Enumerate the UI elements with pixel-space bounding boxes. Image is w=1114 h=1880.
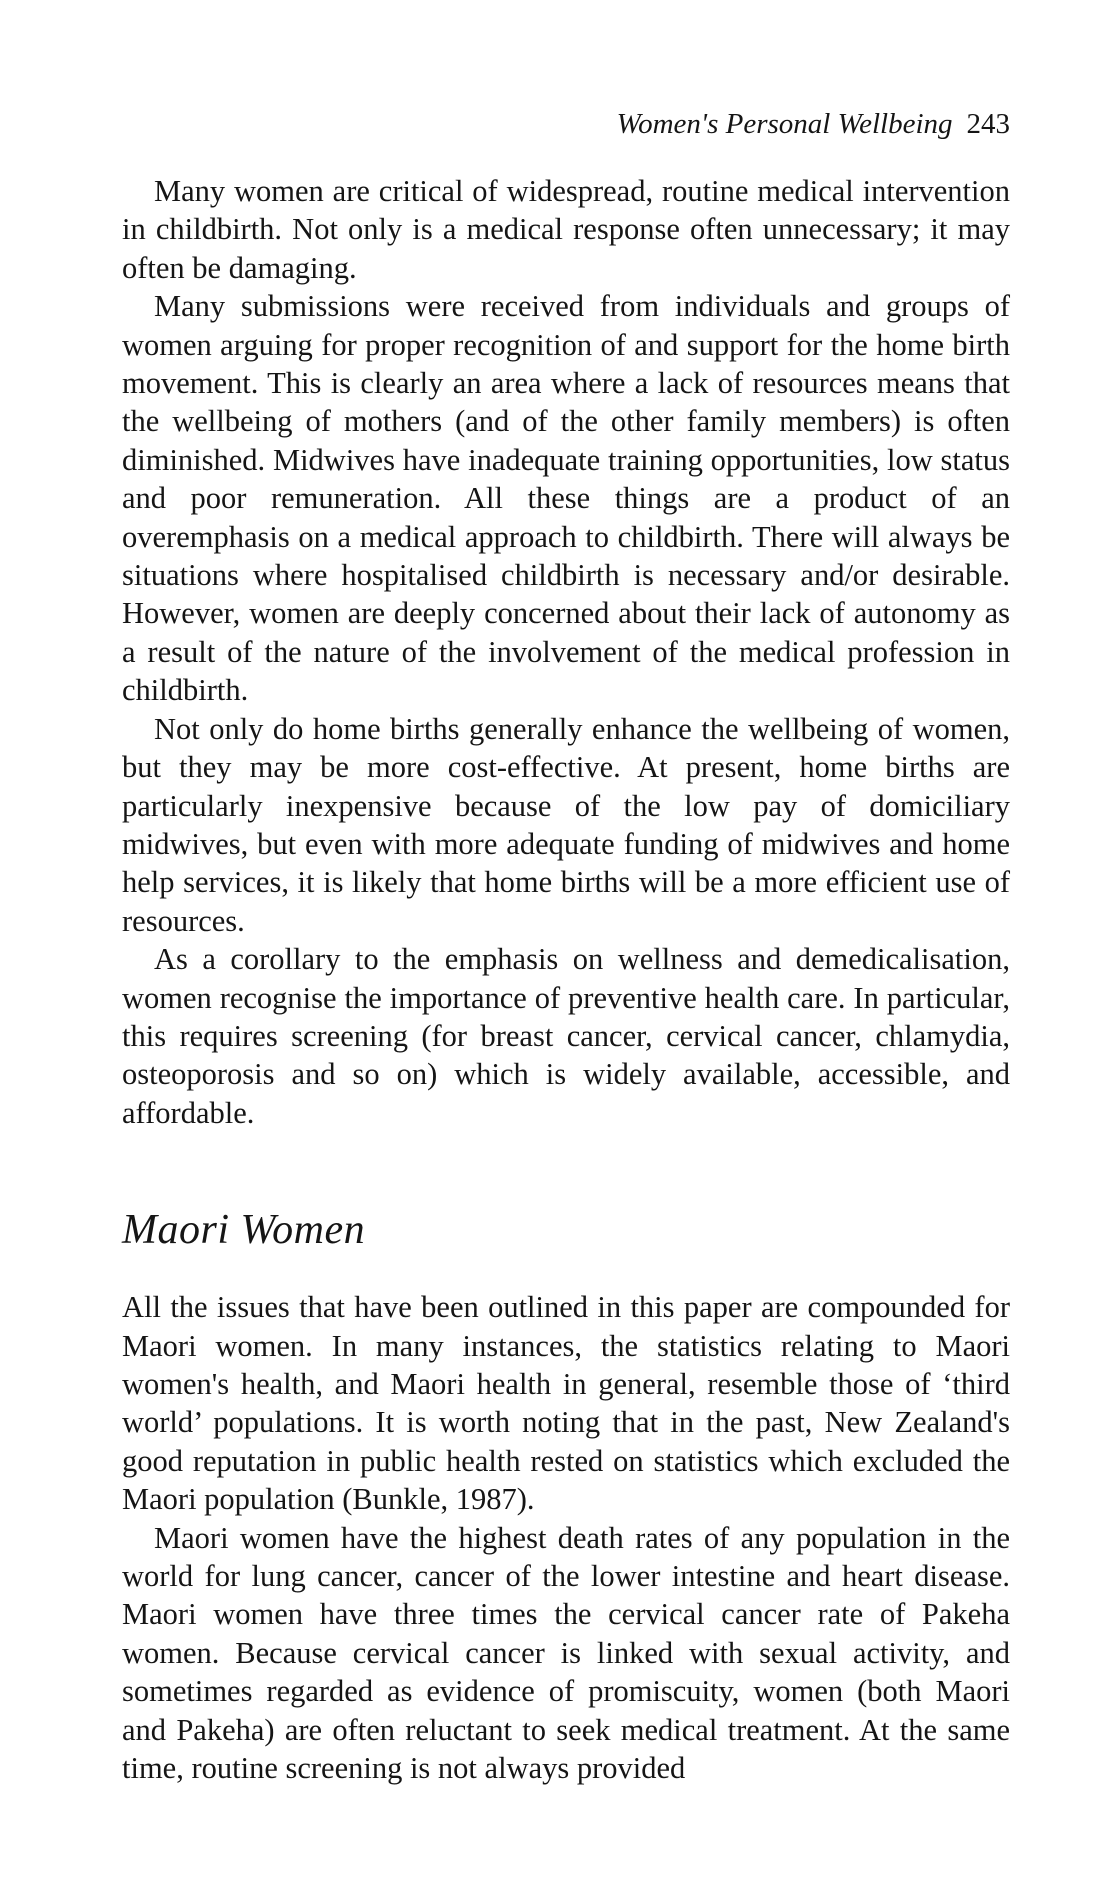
body-text [122,172,1010,1787]
paragraph-preventive-health: As a corollary to the emphasis on wellness and demedicalisation, women recognise the importance of preventive health care. In particular, this requires screening (for breast cancer, cervical cancer, chlamydia, osteoporosis and so on) which is widely available, accessible, and affordable. [122,942,1010,1130]
running-head-title: Women's Personal Wellbeing [616,108,953,140]
paragraph-maori-issues: All the issues that have been outlined in this paper are compounded for Maori women. In many instances, the statistics relating to Maori women's health, and Maori health in general, resemble those of ‘third world’ populations. It is worth noting that in the past, New Zealand's good reputation in public health rested on statistics which excluded the Maori population (Bunkle, 1987). [122,1290,1010,1517]
paragraph-home-birth-submissions: Many submissions were received from individuals and groups of women arguing for proper recognition of and support for the home birth movement. This is clearly an area where a lack of resources means that the wellbeing of mothers (and of the other family members) is often diminished. Midwives have inadequate training opportunities, low status and poor remuneration. All these things are a product of an overemphasis on a medical approach to childbirth. There will always be situations where hospitalised childbirth is necessary and/or desirable. However, women are deeply concerned about their lack of autonomy as a result of the nature of the involvement of the medical profession in childbirth. [122,289,1010,708]
paragraph-medical-intervention: Many women are critical of widespread, routine medical intervention in childbirth. Not only is a medical response often unnecessary; it may often be damaging. [122,174,1010,285]
running-head [617,107,1010,141]
paragraph-home-births-cost: Not only do home births generally enhance the wellbeing of women, but they may be more cost-effective. At present, home births are particularly inexpensive because of the low pay of domiciliary midwives, but even with more adequate funding of midwives and home help services, it is likely that home births will be a more efficient use of resources. [122,711,1010,938]
paragraph-maori-death-rates: Maori women have the highest death rates of any population in the world for lung cancer, cancer of the lower intestine and heart disease. Maori women have three times the cervical cancer rate of Pakeha women. Because cervical cancer is linked with sexual activity, and sometimes regarded as evidence of promiscuity, women (both Maori and Pakeha) are often reluctant to seek medical treatment. At the same time, routine screening is not always provided [122,1520,1010,1786]
page-number: 243 [966,108,1010,140]
section-heading-maori-women: Maori Women [122,1207,366,1254]
